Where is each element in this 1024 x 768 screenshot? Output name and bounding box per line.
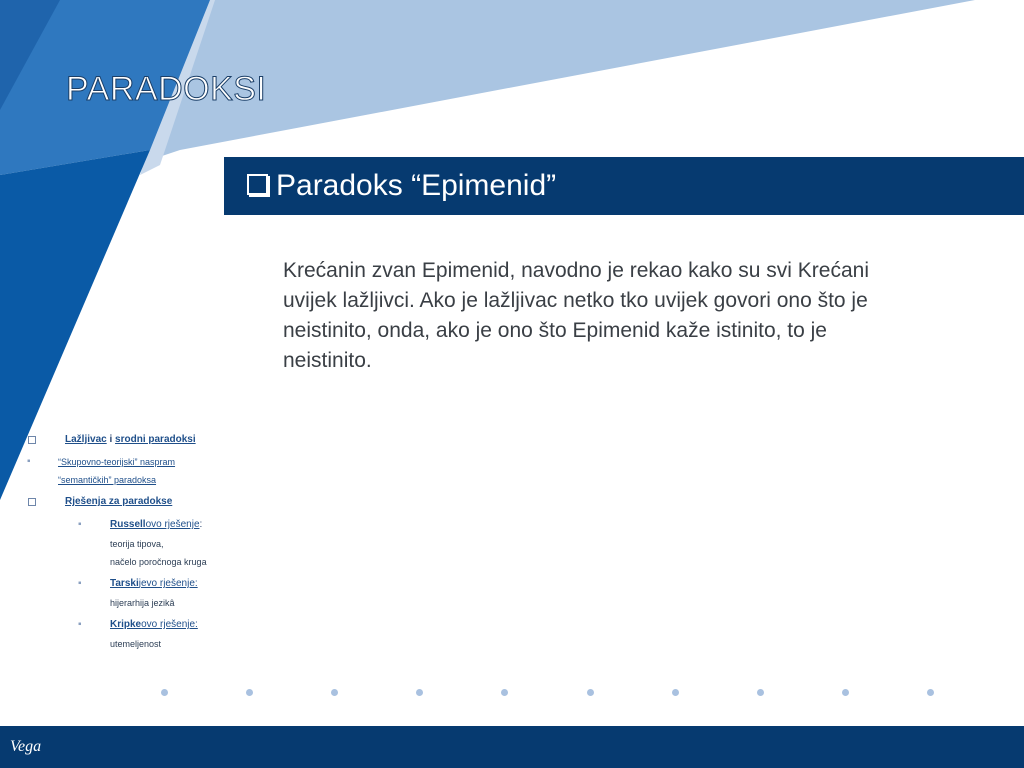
footer-logo-text: Vega (10, 738, 42, 755)
link-srodni-paradoksi[interactable]: srodni paradoksi (115, 434, 196, 445)
tarski-detail: hijerarhija jezikâ (110, 598, 175, 608)
decorative-dot (757, 689, 764, 696)
decorative-dot (331, 689, 338, 696)
link-rjesenja[interactable] (65, 496, 172, 507)
link-kripke[interactable]: Kripke (110, 619, 142, 630)
link-russell[interactable]: Russell (110, 519, 146, 530)
kripke-detail: utemeljenost (110, 639, 162, 649)
decorative-dot (161, 689, 168, 696)
square-bullet-icon (28, 436, 36, 444)
link-lazljivac[interactable]: Lažljivac (65, 434, 107, 445)
link-tarski-rjesenje[interactable]: jevo rješenje: (138, 578, 198, 589)
dot-bullet-icon: ▪ (27, 456, 31, 467)
dot-bullet-icon: ▪ (78, 519, 82, 530)
dot-bullet-icon: ▪ (78, 578, 82, 589)
nav-item-tarski (110, 578, 198, 589)
colon: : (199, 519, 203, 530)
russell-detail-1: teorija tipova, (110, 539, 164, 549)
link-text: Rješenja za paradokse (65, 496, 173, 507)
decorative-dot (842, 689, 849, 696)
body-paragraph: Krećanin zvan Epimenid, navodno je rekao kako su svi Krećani uvijek lažljivci. Ako je lažljivac netko tko uvijek govori ono što je neistinito, onda, ako je ono što Epimenid kaže istinito, to je neistinito. (283, 259, 869, 372)
decorative-dot (501, 689, 508, 696)
square-bullet-icon (28, 498, 36, 506)
nav-item-sep: i (106, 434, 116, 445)
link-text: “Skupovno-teorijski” naspram (58, 457, 176, 467)
link-kripke-rjesenje[interactable]: ovo rješenje: (141, 619, 198, 630)
light-blue-band (150, 0, 975, 160)
link-russell-rjesenje[interactable]: ovo rješenje (145, 519, 200, 530)
link-text: “semantičkih” paradoksa (58, 475, 157, 485)
decorative-dot (927, 689, 934, 696)
decorative-dot (416, 689, 423, 696)
link-skupovno-line1[interactable] (58, 457, 175, 467)
decorative-dot (672, 689, 679, 696)
dot-bullet-icon: ▪ (78, 619, 82, 630)
slide-title: PARADOKSI (66, 70, 267, 108)
russell-detail-2: načelo poročnoga kruga (110, 557, 207, 567)
section-banner (224, 157, 1024, 215)
banner-heading (247, 169, 556, 203)
nav-item-russell (110, 519, 202, 530)
decorative-dot (587, 689, 594, 696)
link-tarski[interactable]: Tarski (110, 578, 139, 589)
nav-item-kripke (110, 619, 198, 630)
banner-title: Paradoks “Epimenid” (276, 169, 557, 202)
link-skupovno-line2[interactable] (58, 475, 156, 485)
navy-wedge (0, 150, 150, 500)
nav-item-liar (65, 434, 196, 445)
footer-bar (0, 726, 1024, 768)
checkbox-bullet-icon (247, 174, 268, 195)
decorative-dot (246, 689, 253, 696)
